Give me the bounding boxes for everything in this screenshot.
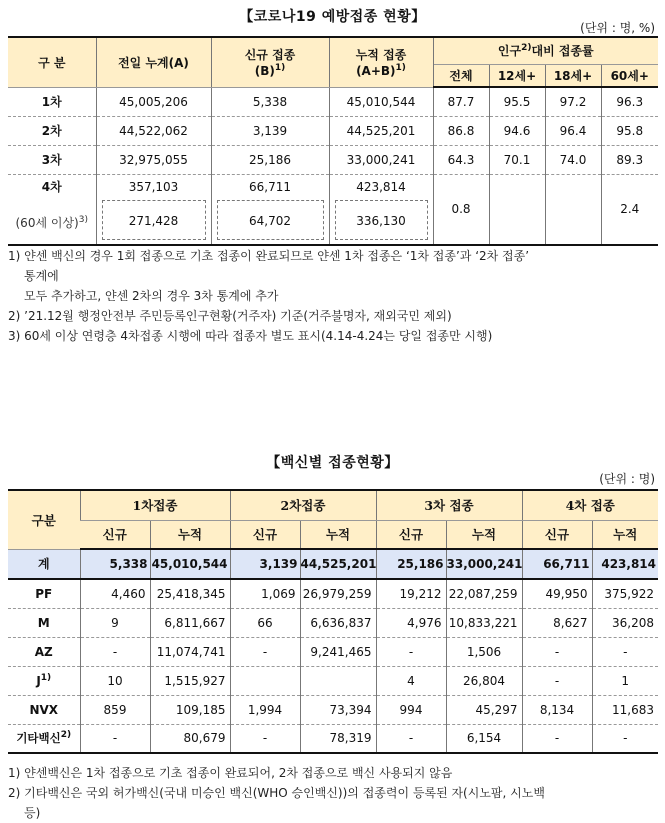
row-label: 3차	[8, 145, 96, 174]
row-label: 계	[8, 549, 80, 579]
cell: -	[376, 724, 446, 753]
label-text: J	[36, 674, 41, 688]
table-row	[8, 666, 658, 695]
cell: 1,506	[446, 637, 522, 666]
cell-prev: 45,005,206	[96, 87, 211, 116]
label-60plus-sup: 3)	[78, 214, 88, 225]
label-sup: 2)	[60, 730, 72, 741]
cell: 49,950	[522, 579, 592, 608]
cell-rate-60: 95.8	[601, 116, 658, 145]
header-age12: 12세+	[489, 64, 545, 87]
cell: 6,154	[446, 724, 522, 753]
new-60plus-box: 64,702	[217, 200, 324, 240]
header-cum: 누적	[592, 520, 658, 549]
header-pop-rate-sup: 2)	[521, 43, 532, 54]
header-dose1: 1차접종	[80, 490, 230, 520]
cell-rate-total: 86.8	[433, 116, 489, 145]
cell: 423,814	[592, 549, 658, 579]
header-age18: 18세+	[545, 64, 601, 87]
note: 모두 추가하고, 얀센 2차의 경우 3차 통계에 추가	[24, 289, 279, 303]
header-new: 신규	[376, 520, 446, 549]
cell-rate-18: 74.0	[545, 145, 601, 174]
cell-rate-12: 95.5	[489, 87, 545, 116]
row-label: M	[8, 608, 80, 637]
table1-notes	[8, 246, 658, 346]
cell: 994	[376, 695, 446, 724]
header-cum-sup: 1)	[395, 63, 406, 74]
cell-rate-total: 87.7	[433, 87, 489, 116]
cell-new-60plus	[211, 199, 329, 245]
header-new-sup: 1)	[274, 63, 286, 74]
cell: 11,683	[592, 695, 658, 724]
cell: 1,994	[230, 695, 300, 724]
note: 등)	[24, 806, 41, 820]
total-row	[8, 549, 658, 579]
cell-rate-60: 2.4	[601, 174, 658, 245]
cell: 375,922	[592, 579, 658, 608]
table2-title: 【백신별 접종현황】	[266, 455, 399, 471]
cell-rate-18: 96.4	[545, 116, 601, 145]
note: 1) 얀센백신은 1차 접종으로 기초 접종이 완료되어, 2차 접종으로 백신 사용되지 않음	[8, 766, 453, 780]
table2-unit: (단위 : 명)	[599, 472, 655, 486]
header-dose3: 3차 접종	[376, 490, 522, 520]
row-label-60plus	[8, 199, 96, 245]
cell: 36,208	[592, 608, 658, 637]
cell: 22,087,259	[446, 579, 522, 608]
row-label: PF	[8, 579, 80, 608]
label-text: 기타백신	[16, 731, 61, 746]
cell	[230, 666, 300, 695]
cell-new: 25,186	[211, 145, 329, 174]
cell-prev: 357,103	[96, 174, 211, 199]
note: 2) ’21.12월 행정안전부 주민등록인구현황(거주자) 기준(거주불명자, 재외국민 제외)	[8, 309, 452, 323]
cell: -	[80, 637, 150, 666]
cell-cum-60plus	[329, 199, 433, 245]
cell: 45,297	[446, 695, 522, 724]
header-cumulative	[329, 37, 433, 87]
cell: -	[230, 637, 300, 666]
row-label: 1차	[8, 87, 96, 116]
cell-cum: 423,814	[329, 174, 433, 199]
cell: 1,069	[230, 579, 300, 608]
note: 통계에	[24, 269, 59, 283]
cell-new: 66,711	[211, 174, 329, 199]
header-cum: 누적	[150, 520, 230, 549]
cell: 3,139	[230, 549, 300, 579]
header-dose2: 2차접종	[230, 490, 376, 520]
cell-prev-60plus	[96, 199, 211, 245]
header-new-line1: 신규 접종	[244, 48, 296, 63]
cell: 6,811,667	[150, 608, 230, 637]
cell: 44,525,201	[300, 549, 376, 579]
cell: 1,515,927	[150, 666, 230, 695]
header-category: 구 분	[8, 37, 96, 87]
vaccination-status-table	[8, 36, 658, 246]
cell-rate-12: 70.1	[489, 145, 545, 174]
row-label: NVX	[8, 695, 80, 724]
row-label	[8, 666, 80, 695]
cell: 9,241,465	[300, 637, 376, 666]
table-row	[8, 695, 658, 724]
cell: 26,804	[446, 666, 522, 695]
cell-cum: 45,010,544	[329, 87, 433, 116]
header-new: 신규	[522, 520, 592, 549]
note: 1) 얀센 백신의 경우 1회 접종으로 기초 접종이 완료되므로 얀센 1차 접종은 ‘1차 접종’과 ‘2차 접종’	[8, 249, 530, 263]
table-row	[8, 87, 658, 116]
table-row	[8, 145, 658, 174]
cell-rate-total: 64.3	[433, 145, 489, 174]
cum-60plus-box: 336,130	[335, 200, 428, 240]
table-row	[8, 724, 658, 753]
header-dose4: 4차 접종	[522, 490, 658, 520]
table-row	[8, 608, 658, 637]
cell: 33,000,241	[446, 549, 522, 579]
header-pop-rate-b: 대비 접종률	[531, 44, 594, 59]
row-label: 4차	[41, 180, 62, 195]
header-new-line2: (B)	[254, 64, 275, 79]
cell-prev: 44,522,062	[96, 116, 211, 145]
cell: 66,711	[522, 549, 592, 579]
cell: 9	[80, 608, 150, 637]
cell: 26,979,259	[300, 579, 376, 608]
label-60plus: (60세 이상)	[15, 215, 79, 230]
table-row	[8, 116, 658, 145]
cell: -	[592, 724, 658, 753]
table-row	[8, 637, 658, 666]
cell: -	[80, 724, 150, 753]
header-cum-line1: 누적 접종	[355, 48, 407, 63]
cell-rate-18: 97.2	[545, 87, 601, 116]
cell: -	[592, 637, 658, 666]
row-label: AZ	[8, 637, 80, 666]
cell: 10,833,221	[446, 608, 522, 637]
header-new: 신규	[230, 520, 300, 549]
header-new: 신규	[80, 520, 150, 549]
cell: 66	[230, 608, 300, 637]
cell: 25,418,345	[150, 579, 230, 608]
cell: 80,679	[150, 724, 230, 753]
cell-rate-60: 89.3	[601, 145, 658, 174]
row-label	[8, 724, 80, 753]
cell-rate-60: 96.3	[601, 87, 658, 116]
cell: -	[230, 724, 300, 753]
cell: 19,212	[376, 579, 446, 608]
cell-prev: 32,975,055	[96, 145, 211, 174]
cell: 4	[376, 666, 446, 695]
cell: 11,074,741	[150, 637, 230, 666]
table1-title: 【코로나19 예방접종 현황】	[239, 9, 426, 25]
cell-new: 3,139	[211, 116, 329, 145]
header-category: 구분	[8, 490, 80, 549]
cell: 5,338	[80, 549, 150, 579]
cell: 73,394	[300, 695, 376, 724]
cell: -	[522, 637, 592, 666]
cell-cum: 33,000,241	[329, 145, 433, 174]
cell: 6,636,837	[300, 608, 376, 637]
cell: 859	[80, 695, 150, 724]
cell: -	[522, 666, 592, 695]
header-pop-rate	[433, 37, 658, 64]
cell: 78,319	[300, 724, 376, 753]
cell: 25,186	[376, 549, 446, 579]
cell: 109,185	[150, 695, 230, 724]
table-row	[8, 174, 658, 199]
cell: -	[376, 637, 446, 666]
cell	[300, 666, 376, 695]
table2-notes	[8, 763, 658, 823]
prev-60plus-box: 271,428	[102, 200, 206, 240]
cell: 8,134	[522, 695, 592, 724]
cell: 8,627	[522, 608, 592, 637]
table-row	[8, 579, 658, 608]
header-cum: 누적	[446, 520, 522, 549]
cell-rate-12: 94.6	[489, 116, 545, 145]
header-cum: 누적	[300, 520, 376, 549]
header-cum-line2: (A+B)	[356, 64, 396, 79]
header-pop-rate-a: 인구	[497, 44, 522, 59]
header-age60: 60세+	[601, 64, 658, 87]
cell: 4,460	[80, 579, 150, 608]
label-sup: 1)	[40, 673, 52, 683]
cell-rate-18	[545, 174, 601, 245]
cell: 10	[80, 666, 150, 695]
vaccine-type-table	[8, 489, 658, 754]
header-new	[211, 37, 329, 87]
header-total: 전체	[433, 64, 489, 87]
table1-unit: (단위 : 명, %)	[580, 21, 655, 35]
row-label: 2차	[8, 116, 96, 145]
cell: 4,976	[376, 608, 446, 637]
cell: -	[522, 724, 592, 753]
note: 2) 기타백신은 국외 허가백신(국내 미승인 백신(WHO 승인백신))의 접종력이 등록된 자(시노팜, 시노백	[8, 786, 545, 800]
note: 3) 60세 이상 연령층 4차접종 시행에 따라 접종자 별도 표시(4.14-4.24는 당일 접종만 시행)	[8, 329, 493, 343]
cell-cum: 44,525,201	[329, 116, 433, 145]
header-prev-total: 전일 누계(A)	[96, 37, 211, 87]
cell-new: 5,338	[211, 87, 329, 116]
cell-rate-total: 0.8	[433, 174, 489, 245]
cell: 45,010,544	[150, 549, 230, 579]
cell: 1	[592, 666, 658, 695]
cell-rate-12	[489, 174, 545, 245]
